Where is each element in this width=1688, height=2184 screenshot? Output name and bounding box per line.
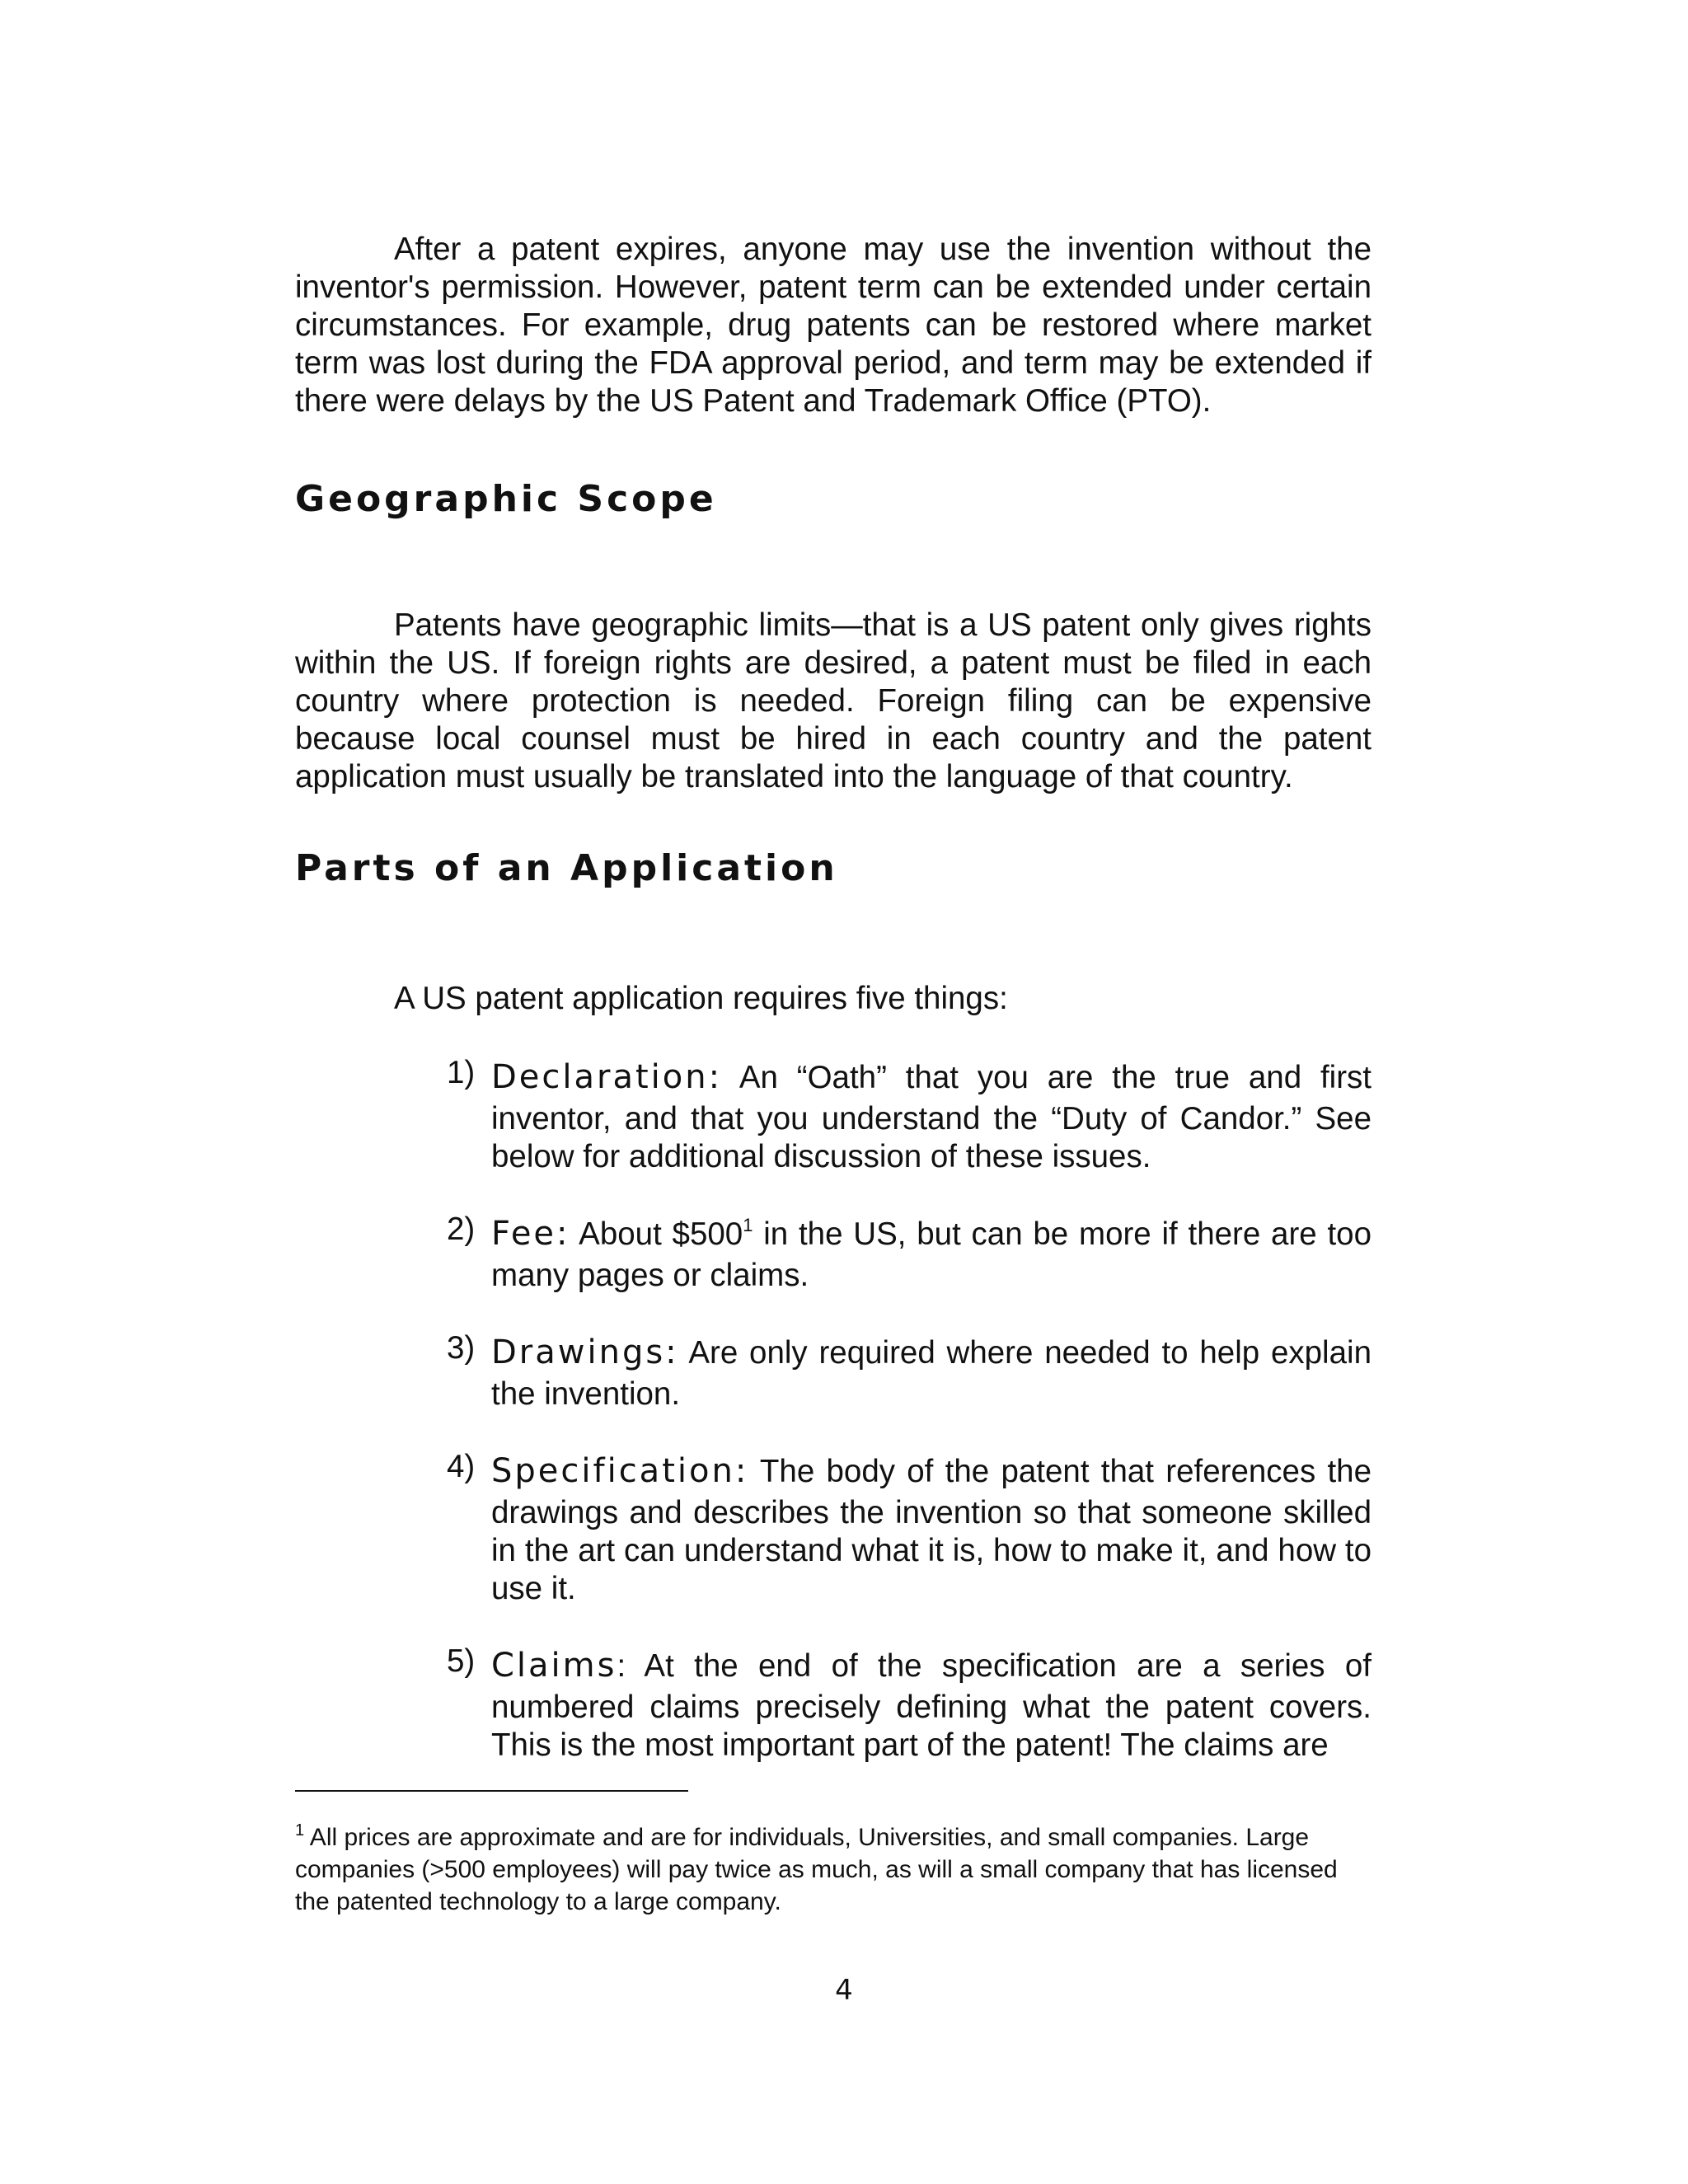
list-item-fee xyxy=(295,1211,1372,1295)
list-number: 4) xyxy=(447,1449,476,1484)
description-drawings: Are only required where needed to help explain the invention. xyxy=(491,1335,1372,1412)
application-parts-list xyxy=(295,1054,1372,1765)
description-fee: About $500 xyxy=(570,1216,743,1252)
description-claims: : At the end of the specification are a series of numbered claims precisely defining what the patent covers. This is the most important part of the patent! The claims are xyxy=(491,1648,1372,1763)
paragraph-patent-term: After a patent expires, anyone may use the invention without the inventor's permission. However, patent term can be extended under certain circumstances. For example, drug patents can be restored where market term was lost during the FDA approval period, and term may be extended if there were delays by the US Patent and Trademark Office (PTO). xyxy=(295,232,1372,419)
footnote-text: All prices are approximate and are for individuals, Universities, and small companies. Large companies (>500 employees) will pay twice as much, as will a small company that has licensed the patented technology to a large company. xyxy=(295,1824,1338,1915)
footnote-separator xyxy=(295,1790,688,1792)
term-fee: Fee: xyxy=(491,1215,570,1253)
list-number: 2) xyxy=(447,1212,476,1247)
heading-parts-of-application: Parts of an Application xyxy=(295,847,838,889)
paragraph-geographic-scope: Patents have geographic limits—that is a US patent only gives rights within the US. If foreign rights are desired, a patent must be filed in each country where protection is needed. Foreign filing can be expensive because local counsel must be hired in each country and the patent application must usually be translated into the language of that country. xyxy=(295,607,1372,794)
list-number: 1) xyxy=(447,1055,476,1090)
footnote-reference[interactable]: 1 xyxy=(743,1215,753,1235)
description-specification: The body of the patent that references the drawings and describes the invention so that someone skilled in the art can understand what it is, how to make it, and how to use it. xyxy=(491,1454,1372,1606)
list-item-declaration xyxy=(295,1054,1372,1176)
description-declaration: An “Oath” that you are the true and first inventor, and that you understand the “Duty of Candor.” See below for additional discussion of these issues. xyxy=(491,1060,1372,1174)
page-number: 4 xyxy=(835,1974,853,2007)
term-declaration: Declaration: xyxy=(491,1058,723,1096)
list-item-specification xyxy=(295,1448,1372,1608)
list-intro: A US patent application requires five things: xyxy=(394,981,1008,1016)
description-fee-continued: in the US, but can be more if there are too many pages or claims. xyxy=(491,1216,1372,1293)
footnote-marker: 1 xyxy=(295,1821,305,1840)
list-number: 3) xyxy=(447,1330,476,1366)
list-item-drawings xyxy=(295,1329,1372,1413)
term-specification: Specification: xyxy=(491,1452,749,1490)
term-claims: Claims xyxy=(491,1647,617,1685)
term-drawings: Drawings: xyxy=(491,1333,679,1371)
list-number: 5) xyxy=(447,1643,476,1679)
heading-geographic-scope: Geographic Scope xyxy=(295,478,717,520)
footnote xyxy=(295,1821,1372,1918)
list-item-claims xyxy=(295,1643,1372,1765)
page-body xyxy=(295,231,1372,1799)
